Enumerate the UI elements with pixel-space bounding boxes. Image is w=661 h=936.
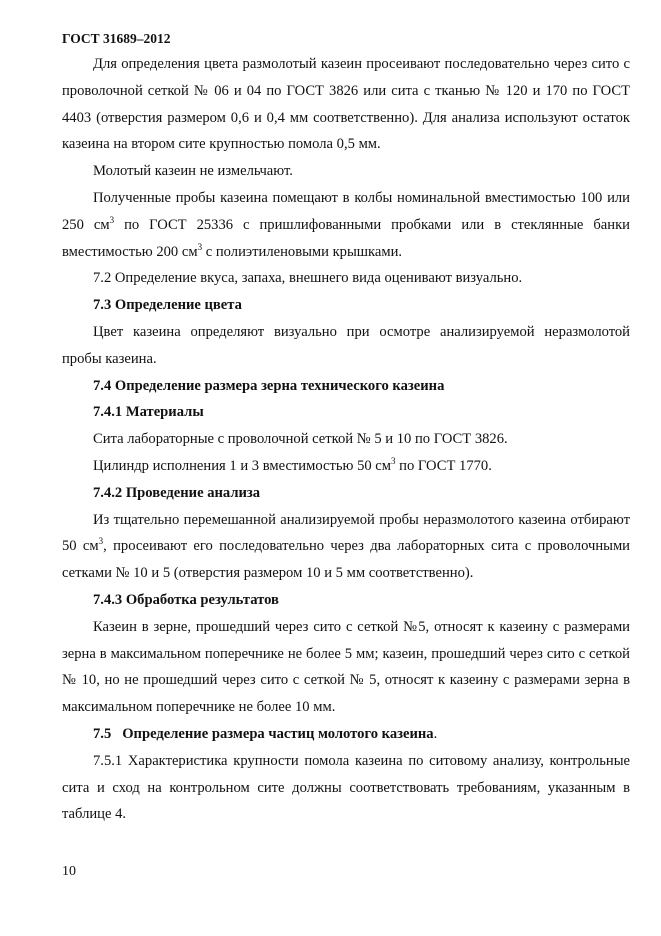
section-heading-7-4-3: 7.4.3 Обработка результатов — [93, 591, 279, 608]
section-heading-7-5: 7.5 Определение размера частиц молотого казеина. — [93, 725, 438, 742]
paragraph-color-visual: Цвет казеина определяют визуально при осмотре анализируемой неразмолотой пробы казеина. — [62, 323, 630, 367]
section-heading-7-4-1: 7.4.1 Материалы — [93, 404, 204, 421]
document-page — [62, 30, 630, 828]
document-header: ГОСТ 31689–2012 — [62, 31, 171, 46]
paragraph-sieves: Сита лабораторные с проволочной сеткой № 5 и 10 по ГОСТ 3826. — [93, 431, 508, 448]
section-heading-7-4: 7.4 Определение размера зерна технического казеина — [93, 377, 445, 394]
paragraph-7-2: 7.2 Определение вкуса, запаха, внешнего вида оценивают визуально. — [93, 270, 523, 287]
paragraph-ground-casein: Молотый казеин не измельчают. — [93, 163, 293, 180]
paragraph-analysis: Из тщательно перемешанной анализируемой пробы неразмолотого казеина отбирают 50 $см^3$, просеивают его последовательно через два лабораторных сита с проволочными сетками № 10 и 5 (отверстия размером 10 и 5 мм соответственно). — [62, 511, 630, 582]
paragraph-7-5-1: 7.5.1 Характеристика крупности помола казеина по ситовому анализу, контрольные сита и сход на контрольном сите должны соответствовать требованиям, указанным в таблице 4. — [62, 752, 630, 823]
section-heading-7-3: 7.3 Определение цвета — [93, 297, 242, 314]
section-heading-7-4-2: 7.4.2 Проведение анализа — [93, 484, 261, 501]
paragraph-cylinder: Цилиндр исполнения 1 и 3 вместимостью 50 $см^3$ по ГОСТ 1770. — [93, 455, 492, 474]
paragraph-results: Казеин в зерне, прошедший через сито с сеткой №5, относят к казеину с размерами зерна в максимальном поперечнике не более 5 мм; казеин, прошедший через сито с сеткой № 10, но не прошедший через сито с сеткой № 5, относят к казеину с размерами зерна в максимальном поперечнике не более 10 мм. — [62, 618, 630, 716]
paragraph-sample-flasks: Полученные пробы казеина помещают в колбы номинальной вместимостью 100 или 250 $см^3$ по ГОСТ 25336 с пришлифованными пробками или в стеклянные банки вместимостью 200 $см^3$ с полиэтиленовыми крышками. — [62, 189, 630, 260]
page-number: 10 — [62, 864, 76, 879]
paragraph-color-sieving: Для определения цвета размолотый казеин просеивают последовательно через сито с проволочной сеткой № 06 и 04 по ГОСТ 3826 или сита с тканью № 120 и 170 по ГОСТ 4403 (отверстия размером 0,6 и 0,4 мм соответственно). Для анализа используют остаток казеина на втором сите крупностью помола 0,5 мм. — [62, 56, 630, 153]
